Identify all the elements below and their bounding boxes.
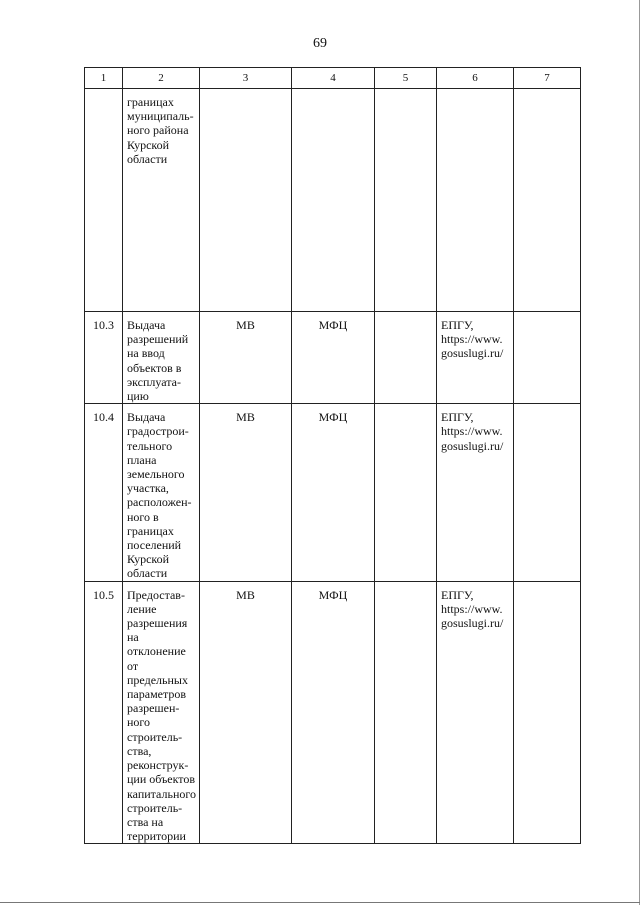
service-name-line: муниципаль-	[127, 109, 194, 124]
service-name-line: строитель-	[127, 729, 183, 744]
portal-line: ЕПГУ,	[441, 587, 474, 602]
column-header: 6	[437, 68, 514, 89]
service-name-line: эксплуата-	[127, 374, 181, 389]
service-name-line: разрешения	[127, 616, 188, 631]
service-name-line: Предостав-	[127, 587, 185, 602]
table-row	[85, 581, 581, 844]
portal-link[interactable]: https://www.	[441, 601, 503, 616]
table-row	[85, 89, 581, 312]
mfc-cell: МФЦ	[292, 312, 375, 404]
table-cell	[375, 581, 437, 844]
table-cell	[200, 89, 292, 312]
table-cell	[375, 312, 437, 404]
service-name-line: территории	[127, 829, 186, 844]
service-name-line: цию	[127, 389, 149, 404]
table-cell	[437, 89, 514, 312]
service-name-line: Выдача	[127, 410, 166, 425]
service-name-line: участка,	[127, 481, 169, 496]
table-cell	[514, 312, 581, 404]
table-cell	[375, 89, 437, 312]
portal-link[interactable]: gosuslugi.ru/	[441, 346, 504, 361]
mv-cell: МВ	[200, 581, 292, 844]
service-name-line: плана	[127, 452, 157, 467]
portal-cell	[437, 404, 514, 581]
service-name-line: Выдача	[127, 318, 166, 332]
service-name-cell	[123, 581, 200, 844]
row-number-cell	[85, 89, 123, 312]
portal-link[interactable]: https://www.	[441, 424, 503, 439]
service-name-line: области	[127, 151, 168, 166]
portal-link[interactable]: https://www.	[441, 332, 503, 347]
column-header: 7	[514, 68, 581, 89]
mfc-cell: МФЦ	[292, 581, 375, 844]
service-name-line: ного в	[127, 509, 159, 524]
column-header: 4	[292, 68, 375, 89]
service-name-line: разрешен-	[127, 701, 180, 716]
page-number: 69	[313, 36, 327, 51]
service-name-line: реконструк-	[127, 758, 189, 773]
service-name-line: на	[127, 630, 139, 645]
service-name-line: строитель-	[127, 800, 183, 815]
service-name-line: ства,	[127, 743, 152, 758]
row-number-cell: 10.5	[85, 581, 123, 844]
service-name-line: поселений	[127, 538, 182, 553]
service-name-line: отклонение	[127, 644, 186, 659]
portal-cell	[437, 581, 514, 844]
service-name-line: расположен-	[127, 495, 192, 510]
service-name-line: области	[127, 566, 168, 581]
service-name-line: Курской	[127, 137, 170, 152]
service-name-line: объектов в	[127, 360, 182, 375]
service-name-line: градострои-	[127, 424, 189, 439]
service-name-line: границах	[127, 95, 174, 109]
service-name-line: ного	[127, 715, 151, 730]
portal-line: ЕПГУ,	[441, 318, 474, 332]
column-header: 5	[375, 68, 437, 89]
row-number-cell: 10.4	[85, 404, 123, 581]
table-cell	[514, 404, 581, 581]
service-name-line: тельного	[127, 438, 173, 453]
service-name-line: разрешений	[127, 332, 189, 347]
service-name-line: земельного	[127, 467, 185, 482]
portal-link[interactable]: gosuslugi.ru/	[441, 616, 504, 631]
portal-cell	[437, 312, 514, 404]
column-header: 3	[200, 68, 292, 89]
portal-link[interactable]: gosuslugi.ru/	[441, 438, 504, 453]
mv-cell: МВ	[200, 312, 292, 404]
services-table	[84, 67, 581, 844]
scan-edge-bottom	[0, 902, 640, 903]
service-name-line: от	[127, 658, 139, 673]
service-name-line: ление	[127, 601, 157, 616]
mv-cell: МВ	[200, 404, 292, 581]
service-name-line: ции объектов	[127, 772, 196, 787]
service-name-cell	[123, 404, 200, 581]
mfc-cell: МФЦ	[292, 404, 375, 581]
table-cell	[375, 404, 437, 581]
table-cell	[292, 89, 375, 312]
service-name-line: ного района	[127, 123, 189, 138]
service-name-cell	[123, 89, 200, 312]
service-name-line: Курской	[127, 552, 170, 567]
portal-line: ЕПГУ,	[441, 410, 474, 425]
table-row	[85, 404, 581, 581]
service-name-line: границах	[127, 523, 174, 538]
table-row	[85, 312, 581, 404]
service-name-line: предельных	[127, 672, 188, 687]
service-name-line: капитального	[127, 786, 196, 801]
service-name-line: параметров	[127, 687, 187, 702]
column-header: 1	[85, 68, 123, 89]
table-cell	[514, 581, 581, 844]
header-row	[85, 68, 581, 89]
column-header: 2	[123, 68, 200, 89]
service-name-line: на ввод	[127, 346, 165, 361]
service-name-cell	[123, 312, 200, 404]
service-name-line: ства на	[127, 814, 164, 829]
table-cell	[514, 89, 581, 312]
row-number-cell: 10.3	[85, 312, 123, 404]
